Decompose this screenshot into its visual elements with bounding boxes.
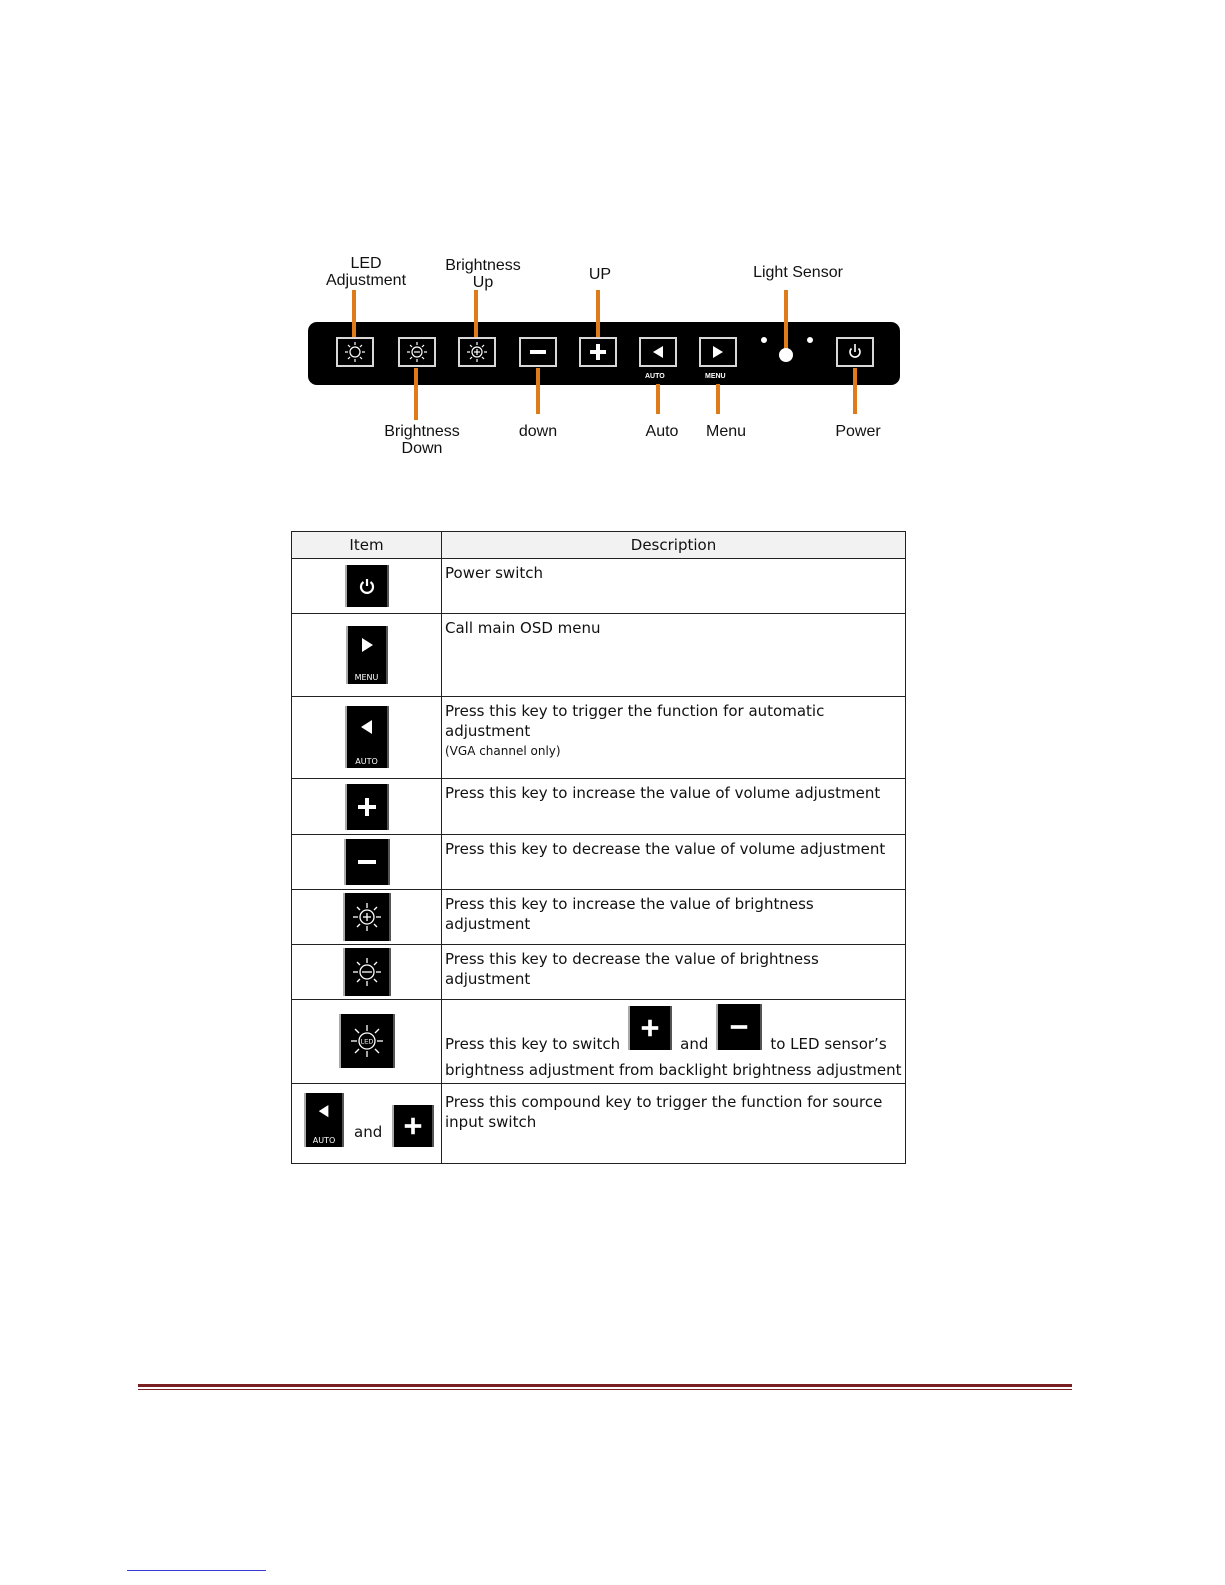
table-row	[292, 614, 906, 697]
brightness-down-sun-icon	[407, 342, 427, 362]
led-text-a: Press this key to switch	[445, 1035, 621, 1053]
auto-key-icon	[345, 706, 389, 768]
header-description: Description	[442, 532, 906, 559]
light-sensor	[779, 348, 793, 362]
label-up: UP	[588, 266, 612, 283]
label-brightness-up: Brightness Up	[445, 257, 521, 291]
description-cell: Power switch	[442, 559, 906, 614]
combo-and-text: and	[354, 1123, 383, 1141]
table-row	[292, 835, 906, 890]
description-cell: Press this key to increase the value of volume adjustment	[442, 779, 906, 835]
label-power: Power	[835, 423, 881, 440]
item-cell	[292, 945, 442, 1000]
table-row	[292, 890, 906, 945]
power-key-icon	[345, 565, 389, 607]
item-cell	[292, 614, 442, 697]
brightness-up-key-icon	[343, 893, 391, 941]
led-description-line1	[445, 1002, 903, 1054]
plus-key-icon	[345, 784, 389, 830]
table-row	[292, 697, 906, 779]
description-cell: Press this key to decrease the value of brightness adjustment	[442, 945, 906, 1000]
brightness-down-key-icon	[343, 948, 391, 996]
item-cell	[292, 559, 442, 614]
svg-text:LED: LED	[360, 1038, 373, 1046]
label-brightness-down: Brightness Down	[384, 423, 460, 457]
auto-note: (VGA channel only)	[445, 744, 561, 758]
brightness-up-sun-icon	[467, 342, 487, 362]
table-row	[292, 1000, 906, 1084]
label-led-adjustment: LED Adjustment	[325, 255, 407, 289]
menu-sublabel: MENU	[705, 373, 726, 380]
keypad-panel-drawing	[0, 0, 1225, 480]
item-cell	[292, 697, 442, 779]
keypad-diagram	[0, 0, 1225, 480]
label-auto: Auto	[645, 423, 679, 440]
footer-rule	[138, 1384, 1072, 1390]
inline-minus-key-icon	[716, 1004, 762, 1050]
table-header-row	[292, 532, 906, 559]
table-row	[292, 945, 906, 1000]
auto-key-sublabel: AUTO	[347, 755, 387, 768]
item-cell	[292, 835, 442, 890]
description-cell	[442, 1000, 906, 1084]
item-cell	[292, 1084, 442, 1164]
combo-keys	[292, 1084, 441, 1147]
led-and-text: and	[680, 1035, 709, 1053]
description-cell: Call main OSD menu	[442, 614, 906, 697]
auto-sublabel: AUTO	[645, 373, 665, 380]
auto-description: Press this key to trigger the function for automatic adjustment	[445, 702, 825, 740]
minus-icon	[530, 350, 546, 354]
description-cell	[442, 697, 906, 779]
indicator-dot-right	[807, 337, 813, 343]
description-cell: Press this key to decrease the value of volume adjustment	[442, 835, 906, 890]
table-row	[292, 559, 906, 614]
label-down: down	[518, 423, 558, 440]
led-text-b: to LED sensor’s	[770, 1035, 887, 1053]
led-key-icon	[339, 1014, 395, 1068]
key-description-table	[291, 531, 906, 1164]
menu-key-icon	[346, 626, 388, 684]
combo-plus-key-icon	[392, 1105, 434, 1147]
combo-auto-sublabel: AUTO	[306, 1134, 342, 1147]
inline-plus-key-icon	[628, 1006, 672, 1050]
led-text-c: brightness adjustment from backlight brightness adjustment	[445, 1061, 902, 1079]
table-row	[292, 1084, 906, 1164]
combo-auto-key-icon	[304, 1093, 344, 1147]
item-cell	[292, 1000, 442, 1084]
table-row	[292, 779, 906, 835]
description-cell: Press this compound key to trigger the function for source input switch	[442, 1084, 906, 1164]
menu-key-sublabel: MENU	[348, 671, 386, 684]
footer-link-underline	[127, 1570, 266, 1571]
item-cell	[292, 779, 442, 835]
description-cell: Press this key to increase the value of brightness adjustment	[442, 890, 906, 945]
label-light-sensor: Light Sensor	[753, 264, 843, 281]
plus-icon-v	[596, 344, 600, 360]
indicator-dot-left	[761, 337, 767, 343]
header-item: Item	[292, 532, 442, 559]
item-cell	[292, 890, 442, 945]
minus-key-icon	[344, 839, 390, 885]
label-menu: Menu	[705, 423, 747, 440]
